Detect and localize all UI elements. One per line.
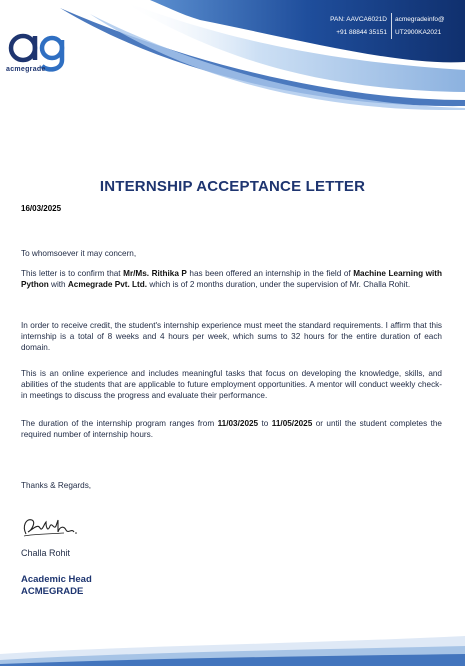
paragraph-confirmation <box>21 268 442 290</box>
paragraph-duration <box>21 418 442 440</box>
signature-image <box>20 514 80 542</box>
brand-name: acmegrade <box>6 66 46 73</box>
registration-number: UT2900KA2021 <box>395 29 442 36</box>
text-segment: or until the student completes the required number of internship hours. <box>21 419 442 439</box>
text-segment: to <box>258 419 272 428</box>
signer-role <box>21 574 92 598</box>
start-date: 11/03/2025 <box>217 419 259 428</box>
email-address: acmegradeinfo@ <box>395 16 445 23</box>
letter-date: 16/03/2025 <box>21 204 62 213</box>
header-divider <box>391 13 392 39</box>
phone-number: +91 88844 35151 <box>336 29 387 36</box>
intern-name: Mr/Ms. Rithika P <box>123 269 187 278</box>
internship-field: Machine Learning with Python <box>21 269 442 289</box>
letter-title: INTERNSHIP ACCEPTANCE LETTER <box>99 178 366 195</box>
role-organization: ACMEGRADE <box>21 586 84 597</box>
pan-number: PAN: AAVCA6021D <box>330 16 387 23</box>
text-segment: has been offered an internship in the field of <box>186 269 354 278</box>
text-segment: with <box>48 280 68 289</box>
closing: Thanks & Regards, <box>21 481 92 490</box>
paragraph-experience: This is an online experience and includes meaningful tasks that focus on developing the knowledge, skills, and abilities of the students that are applicable to future employment opportunities. A mentor will conduct weekly check-in meetings to discuss the progress and evaluate their performance. <box>21 369 442 400</box>
header-info-right <box>395 13 465 39</box>
role-title: Academic Head <box>21 574 92 585</box>
greeting: To whomsoever it may concern, <box>21 249 137 258</box>
text-segment: The duration of the internship program ranges from <box>21 419 218 428</box>
paragraph-credit: In order to receive credit, the student's internship experience must meet the standard requirements. I affirm that this internship is a total of 8 weeks and 4 hours per week, which sums to 32 hours for the entire duration of each domain. <box>21 321 442 352</box>
signer-name: Challa Rohit <box>21 548 71 558</box>
company-name: Acmegrade Pvt. Ltd. <box>67 280 148 289</box>
text-segment: This letter is to confirm that <box>21 269 124 278</box>
footer-wave-graphic <box>0 626 465 666</box>
text-segment: which is of 2 months duration, under the supervision of Mr. Challa Rohit. <box>147 280 411 289</box>
header-info-left <box>312 13 387 39</box>
end-date: 11/05/2025 <box>271 419 313 428</box>
